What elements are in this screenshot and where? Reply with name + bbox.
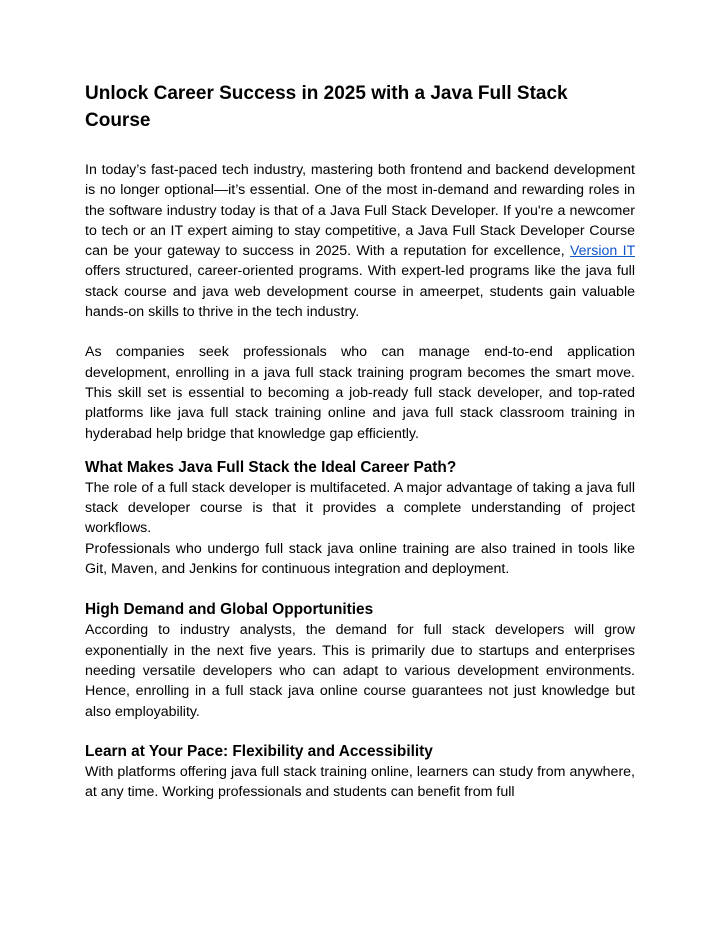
career-path-paragraph-1: The role of a full stack developer is multifaceted. A major advantage of taking a java full stack developer course is that it provides a complete understanding of project workflows.	[85, 479, 635, 537]
career-path-paragraph-2: Professionals who undergo full stack java online training are also trained in tools like Git, Maven, and Jenkins for continuous integration and deployment.	[85, 540, 635, 578]
title-line-2: Course	[85, 110, 151, 131]
learn-at-your-pace-paragraph: With platforms offering java full stack training online, learners can study from anywhere, at any time. Working professionals and students can benefit from full	[85, 763, 635, 801]
version-it-link[interactable]: Version IT	[569, 243, 635, 260]
companies-paragraph: As companies seek professionals who can manage end-to-end application development, enrolling in a java full stack training program becomes the smart move. This skill set is essential to becoming a job-ready full stack developer, and top-rated platforms like java full stack training online and java full stack classroom training in hyderabad help bridge that knowledge gap efficiently.	[85, 344, 635, 442]
high-demand-paragraph: According to industry analysts, the demand for full stack developers will grow exponentially in the next five years. This is primarily due to startups and enterprises needing versatile developers who can adapt to various development environments. Hence, enrolling in a full stack java online course guarantees not just knowledge but also employability.	[85, 622, 635, 720]
title-line-1: Unlock Career Success in 2025 with a Java Full Stack	[85, 83, 568, 104]
document-page	[85, 80, 635, 802]
intro-text-before-link: In today’s fast-paced tech industry, mastering both frontend and backend development is no longer optional—it’s essential. One of the most in-demand and rewarding roles in the software industry today is that of a Java Full Stack Developer. If you're a newcomer to tech or an IT expert aiming to stay competitive, a Java Full Stack Developer Course can be your gateway to success in 2025. With a reputation for excellence,	[85, 162, 635, 260]
section-heading-high-demand: High Demand and Global Opportunities	[85, 601, 374, 619]
section-heading-career-path: What Makes Java Full Stack the Ideal Career Path?	[85, 458, 457, 476]
section-heading-learn-at-your-pace: Learn at Your Pace: Flexibility and Accessibility	[85, 742, 433, 760]
intro-text-after-link: offers structured, career-oriented programs. With expert-led programs like the java full stack course and java web development course in ameerpet, students gain valuable hands-on skills to thrive in the tech industry.	[85, 263, 635, 321]
intro-paragraph	[85, 160, 635, 322]
page-title	[85, 80, 635, 134]
